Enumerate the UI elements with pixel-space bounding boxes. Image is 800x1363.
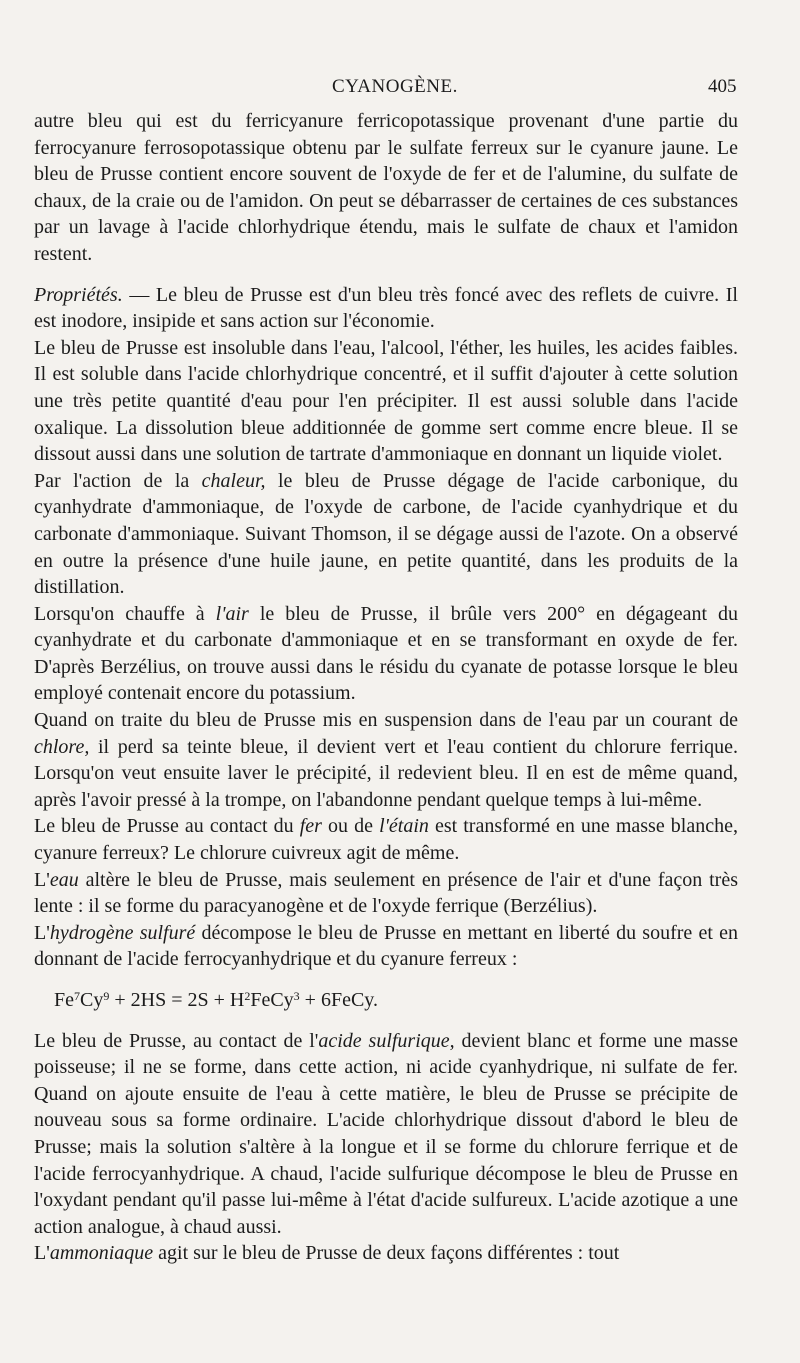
emphasis: acide sulfurique, [318, 1029, 455, 1052]
formula-superscript: 3 [293, 989, 300, 1003]
paragraph-text: Le bleu de Prusse, au contact de l' [34, 1029, 319, 1052]
emphasis: chaleur, [201, 469, 266, 492]
paragraph: autre bleu qui est du ferricyanure ferricopotassique provenant d'une partie du ferrocyanure ferrosopotassique obtenu par le sulfate ferreux sur le cyanure jaune. Le bleu de Prusse contient encore souvent de l'oxyde de fer et de l'alumine, du sulfate de chaux, de la craie ou de l'amidon. On peut se débarrasser de certaines de ces substances par un lavage à l'acide chlorhydrique étendu, mais le sulfate de chaux et l'amidon restent. [34, 110, 738, 265]
chemical-equation [54, 987, 738, 1014]
emphasis: hydrogène sulfuré [49, 921, 196, 944]
emphasis: chlore, [34, 735, 90, 758]
emphasis: fer [299, 815, 322, 838]
paragraph-text: est transformé en une masse blanche, cyanure ferreux? Le chlorure cuivreux agit de même. [34, 815, 738, 865]
paragraph-text: L' [34, 921, 50, 944]
paragraph [34, 920, 738, 973]
body-text [34, 108, 738, 1267]
paragraph-text: Le bleu de Prusse est insoluble dans l'eau, l'alcool, l'éther, les huiles, les acides faibles. Il est soluble dans l'acide chlorhydrique concentré, et il suffit d'ajouter à cette solution une très petite quantité d'eau pour l'en précipiter. Il est aussi soluble dans l'acide oxalique. La dissolution bleue additionnée de gomme sert comme encre bleue. Il se dissout aussi dans une solution de tartrate d'ammoniaque en donnant un liquide violet. [34, 336, 738, 466]
paragraph-text: Lorsqu'on chauffe à [34, 602, 216, 625]
paragraph-text: altère le bleu de Prusse, mais seulement en présence de l'air et d'une façon très lente : il se forme du paracyanogène et de l'oxyde ferrique (Berzélius). [34, 868, 738, 918]
paragraph-text: le bleu de Prusse dégage de l'acide carbonique, du cyanhydrate d'ammoniaque, de l'oxyde de carbone, de l'acide cyanhydrique et du carbonate d'ammoniaque. Suivant Thomson, il se dégage aussi de l'azote. On a observé en outre la présence d'une huile jaune, en petite quantité, dans les produits de la distillation. [34, 469, 738, 599]
paragraph [34, 867, 738, 920]
page-number: 405 [708, 76, 737, 97]
formula-part: Fe [54, 989, 74, 1011]
paragraph [34, 707, 738, 813]
section-heading: Propriétés. [34, 283, 123, 306]
paragraph [34, 813, 738, 866]
formula-superscript: 7 [74, 989, 80, 1003]
paragraph [34, 335, 738, 468]
paragraph-text: décompose le bleu de Prusse en mettant en liberté du soufre et en donnant de l'acide ferrocyanhydrique et du cyanure ferreux : [34, 921, 738, 971]
page-header [0, 74, 800, 102]
paragraph-text: le bleu de Prusse, il brûle vers 200° en dégageant du cyanhydrate et du carbonate d'ammoniaque et en se transformant en oxyde de fer. D'après Berzélius, on trouve aussi dans le résidu du cyanate de potasse lorsque le bleu employé contenait encore du potassium. [34, 602, 738, 705]
formula-part: + 2HS = 2S + H [109, 989, 245, 1011]
paragraph [34, 1028, 738, 1241]
paragraph-text: ou de [321, 815, 380, 838]
paragraph-text: Par l'action de la [34, 469, 202, 492]
formula-superscript: 2 [244, 989, 251, 1003]
paragraph-text: L' [34, 1242, 50, 1265]
paragraph-text: — Le bleu de Prusse est d'un bleu très foncé avec des reflets de cuivre. Il est inodore, insipide et sans action sur l'économie. [34, 283, 738, 333]
paragraph-text: L' [34, 868, 50, 891]
emphasis: l'étain [379, 815, 429, 838]
running-title: CYANOGÈNE. [332, 76, 458, 97]
paragraph [34, 282, 738, 335]
emphasis: ammoniaque [49, 1242, 154, 1265]
paragraph-text: agit sur le bleu de Prusse de deux façons différentes : tout [153, 1242, 620, 1265]
paragraph-text: Le bleu de Prusse au contact du [34, 815, 300, 838]
emphasis: eau [49, 868, 79, 891]
paragraph-text: Quand on traite du bleu de Prusse mis en suspension dans de l'eau par un courant de [34, 709, 738, 732]
paragraph [34, 1240, 738, 1267]
emphasis: l'air [215, 602, 249, 625]
paragraph-text: devient blanc et forme une masse poisseuse; il ne se forme, dans cette action, ni acide cyanhydrique, ni sulfate de fer. Quand on ajoute ensuite de l'eau à cette matière, le bleu de Prusse se précipite de nouveau sous sa forme ordinaire. L'acide chlorhydrique dissout d'abord le bleu de Prusse; mais la solution s'altère à la longue et il se forme du chlorure ferrique et de l'acide ferrocyanhydrique. A chaud, l'acide sulfurique décompose le bleu de Prusse en l'oxydant pendant qu'il passe lui-même à l'état d'acide sulfureux. L'acide azotique a une action analogue, à chaud aussi. [34, 1029, 738, 1238]
formula-part: Cy [80, 989, 104, 1011]
paragraph-text: il perd sa teinte bleue, il devient vert et l'eau contient du chlorure ferrique. Lorsqu'on veut ensuite laver le précipité, il redevient bleu. Il en est de même quand, après l'avoir pressé à la trompe, on l'abandonne pendant quelque temps à lui-même. [34, 735, 738, 811]
paragraph [34, 601, 738, 707]
formula-superscript: 9 [103, 989, 110, 1003]
paragraph [34, 468, 738, 601]
formula-part: FeCy [250, 989, 294, 1011]
formula-part: + 6FeCy. [299, 989, 378, 1011]
